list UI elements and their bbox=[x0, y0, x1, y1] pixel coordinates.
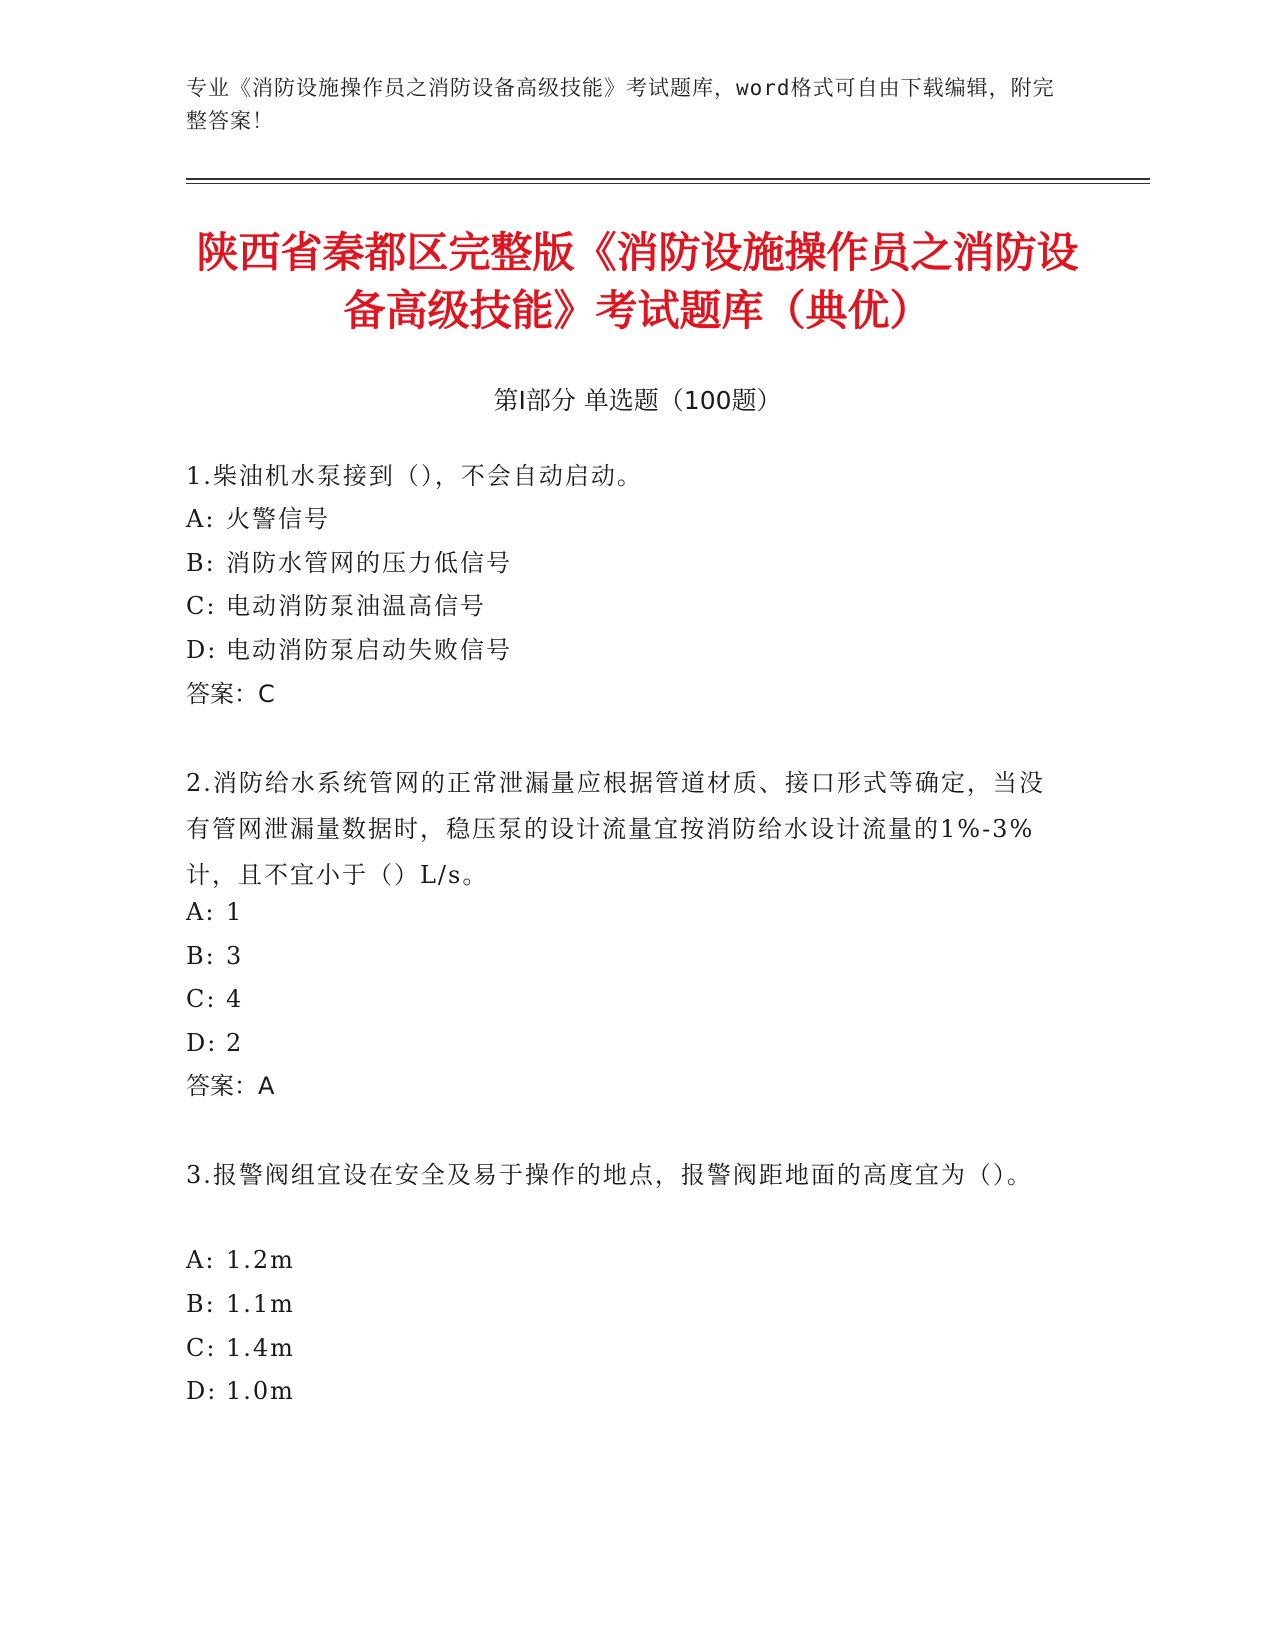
question-3-option-c bbox=[186, 1331, 1066, 1365]
option-letter: B: bbox=[186, 942, 216, 970]
option-letter: D: bbox=[186, 636, 218, 664]
question-1-option-c bbox=[186, 589, 1066, 623]
question-2-option-c bbox=[186, 982, 1066, 1016]
option-text: 1.2m bbox=[226, 1246, 295, 1274]
question-2-text: 2.消防给水系统管网的正常泄漏量应根据管道材质、接口形式等确定，当没有管网泄漏量数据时，稳压泵的设计流量宜按消防给水设计流量的1%-3%计，且不宜小于（）L/s。 bbox=[186, 769, 1045, 889]
question-1-text: 1.柴油机水泵接到（），不会自动启动。 bbox=[186, 462, 643, 490]
option-text: 4 bbox=[226, 985, 244, 1013]
question-1-answer: 答案：C bbox=[186, 680, 275, 708]
option-text: 火警信号 bbox=[226, 505, 330, 533]
question-1-option-a bbox=[186, 502, 1066, 536]
question-2-answer: 答案：A bbox=[186, 1072, 275, 1100]
question-2-option-d bbox=[186, 1026, 1066, 1060]
header-divider-thin bbox=[186, 183, 1150, 184]
document-title: 陕西省秦都区完整版《消防设施操作员之消防设备高级技能》考试题库（典优） bbox=[196, 228, 1079, 335]
question-3-option-a bbox=[186, 1243, 1066, 1277]
option-letter: C: bbox=[186, 592, 217, 620]
option-letter: A: bbox=[186, 1246, 216, 1274]
question-3-option-d bbox=[186, 1374, 1066, 1408]
option-letter: D: bbox=[186, 1377, 218, 1405]
question-1-option-d bbox=[186, 633, 1066, 667]
option-text: 3 bbox=[226, 942, 244, 970]
section-heading: 第Ⅰ部分 单选题（100题） bbox=[493, 386, 782, 415]
option-letter: D: bbox=[186, 1029, 218, 1057]
option-text: 电动消防泵启动失败信号 bbox=[226, 636, 512, 664]
question-2-option-a bbox=[186, 895, 1066, 929]
question-2-option-b bbox=[186, 939, 1066, 973]
option-text: 1.0m bbox=[226, 1377, 295, 1405]
option-letter: B: bbox=[186, 1290, 216, 1318]
option-letter: A: bbox=[186, 898, 216, 926]
option-letter: B: bbox=[186, 549, 216, 577]
question-3-text: 3.报警阀组宜设在安全及易于操作的地点，报警阀距地面的高度宜为（）。 bbox=[186, 1161, 1033, 1189]
option-text: 1 bbox=[226, 898, 244, 926]
option-letter: A: bbox=[186, 505, 216, 533]
option-letter: C: bbox=[186, 1334, 217, 1362]
question-3-option-b bbox=[186, 1287, 1066, 1321]
option-text: 1.1m bbox=[226, 1290, 295, 1318]
option-letter: C: bbox=[186, 985, 217, 1013]
option-text: 1.4m bbox=[226, 1334, 295, 1362]
header-note: 专业《消防设施操作员之消防设备高级技能》考试题库，word格式可自由下载编辑，附完整答案！ bbox=[186, 76, 1055, 133]
header-divider-thick bbox=[186, 178, 1150, 180]
question-1-option-b bbox=[186, 546, 1066, 580]
option-text: 消防水管网的压力低信号 bbox=[226, 549, 512, 577]
option-text: 2 bbox=[226, 1029, 244, 1057]
option-text: 电动消防泵油温高信号 bbox=[226, 592, 486, 620]
